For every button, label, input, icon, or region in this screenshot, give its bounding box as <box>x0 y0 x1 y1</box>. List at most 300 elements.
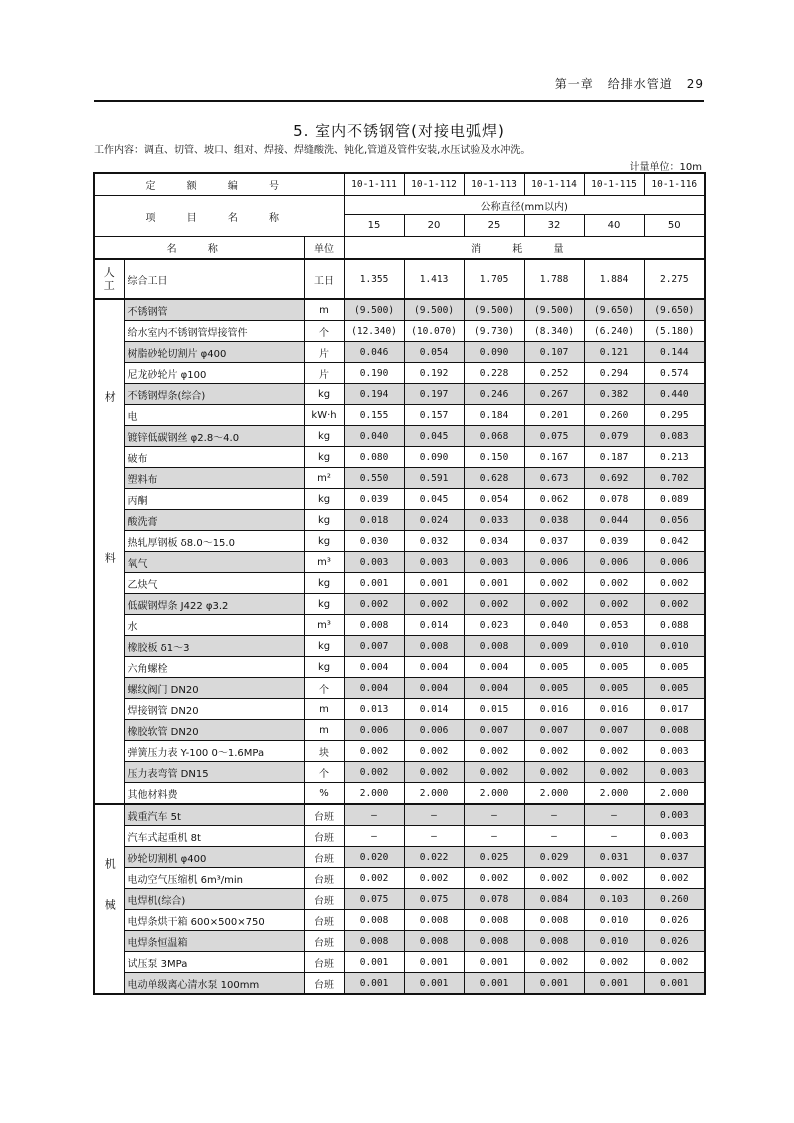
measurement-unit: 计量单位：10m <box>629 162 702 173</box>
table-row <box>94 889 705 910</box>
row-value: 0.083 <box>644 426 705 447</box>
row-name: 汽车式起重机 8t <box>124 826 304 847</box>
row-value: 0.088 <box>644 615 705 636</box>
row-name: 电焊条恒温箱 <box>124 931 304 952</box>
row-value: (12.340) <box>344 321 404 342</box>
quota-code: 10-1-115 <box>584 173 644 196</box>
row-unit: 工日 <box>304 259 344 299</box>
row-value: 0.006 <box>404 720 464 741</box>
row-value: 0.001 <box>344 973 404 995</box>
row-value: 1.788 <box>524 259 584 299</box>
row-value: 0.089 <box>644 489 705 510</box>
row-value: 0.155 <box>344 405 404 426</box>
category-materials: 材料 <box>94 299 124 804</box>
row-name: 其他材料费 <box>124 783 304 805</box>
row-unit: 块 <box>304 741 344 762</box>
row-value: 0.037 <box>644 847 705 868</box>
row-name: 载重汽车 5t <box>124 804 304 826</box>
row-value: 0.003 <box>644 741 705 762</box>
row-value: 0.001 <box>464 573 524 594</box>
row-name: 低碳钢焊条 J422 φ3.2 <box>124 594 304 615</box>
row-unit: 台班 <box>304 973 344 995</box>
row-value: (9.500) <box>404 299 464 321</box>
row-value: 0.197 <box>404 384 464 405</box>
diameter-value: 25 <box>464 215 524 237</box>
row-value: 0.008 <box>404 931 464 952</box>
table-row <box>94 931 705 952</box>
row-value: 0.045 <box>404 426 464 447</box>
row-value: 0.002 <box>524 741 584 762</box>
diameter-value: 20 <box>404 215 464 237</box>
quota-code: 10-1-111 <box>344 173 404 196</box>
running-header <box>94 70 704 102</box>
row-value: 2.000 <box>464 783 524 805</box>
row-value: 2.000 <box>644 783 705 805</box>
row-value: — <box>584 826 644 847</box>
row-value: 0.046 <box>344 342 404 363</box>
table-row <box>94 426 705 447</box>
row-value: 0.004 <box>404 657 464 678</box>
row-value: 0.001 <box>644 973 705 995</box>
row-value: 0.020 <box>344 847 404 868</box>
row-unit: kW·h <box>304 405 344 426</box>
row-value: 0.002 <box>524 952 584 973</box>
row-value: 0.006 <box>584 552 644 573</box>
row-value: — <box>524 826 584 847</box>
table-row <box>94 826 705 847</box>
row-value: 0.003 <box>644 762 705 783</box>
row-value: 0.002 <box>644 952 705 973</box>
row-unit: m² <box>304 468 344 489</box>
row-value: 0.034 <box>464 531 524 552</box>
row-value: 1.884 <box>584 259 644 299</box>
row-unit: m³ <box>304 552 344 573</box>
row-name: 焊接钢管 DN20 <box>124 699 304 720</box>
quota-code: 10-1-114 <box>524 173 584 196</box>
row-value: 0.078 <box>584 489 644 510</box>
diameter-value: 32 <box>524 215 584 237</box>
row-value: 0.038 <box>524 510 584 531</box>
row-value: 0.002 <box>344 741 404 762</box>
row-name: 镀锌低碳钢丝 φ2.8～4.0 <box>124 426 304 447</box>
row-value: 2.000 <box>584 783 644 805</box>
row-value: 0.001 <box>344 952 404 973</box>
table-row <box>94 783 705 805</box>
table-row <box>94 804 705 826</box>
row-value: 2.275 <box>644 259 705 299</box>
row-value: 0.003 <box>644 804 705 826</box>
row-value: 0.002 <box>524 762 584 783</box>
row-value: 0.550 <box>344 468 404 489</box>
row-unit: 台班 <box>304 889 344 910</box>
row-value: 0.103 <box>584 889 644 910</box>
row-value: 0.002 <box>344 594 404 615</box>
quota-table-body <box>94 173 705 994</box>
row-value: 0.007 <box>584 720 644 741</box>
row-unit: m³ <box>304 615 344 636</box>
row-value: 0.692 <box>584 468 644 489</box>
unit-header: 单位 <box>304 237 344 260</box>
row-value: 0.628 <box>464 468 524 489</box>
row-value: (9.500) <box>524 299 584 321</box>
row-value: 0.008 <box>644 720 705 741</box>
row-value: 0.002 <box>584 762 644 783</box>
row-value: 0.039 <box>344 489 404 510</box>
row-value: 0.294 <box>584 363 644 384</box>
row-value: 2.000 <box>524 783 584 805</box>
table-row <box>94 720 705 741</box>
row-value: 0.003 <box>344 552 404 573</box>
row-name: 乙炔气 <box>124 573 304 594</box>
table-row <box>94 552 705 573</box>
page-number: 29 <box>686 77 704 91</box>
row-unit: kg <box>304 489 344 510</box>
table-row <box>94 847 705 868</box>
row-value: (9.730) <box>464 321 524 342</box>
row-value: 0.008 <box>524 910 584 931</box>
row-unit: m <box>304 299 344 321</box>
row-value: (6.240) <box>584 321 644 342</box>
row-value: 0.079 <box>584 426 644 447</box>
chapter-label: 第一章 <box>554 77 594 91</box>
row-value: — <box>464 826 524 847</box>
category-machinery: 机械 <box>94 804 124 994</box>
row-value: 0.002 <box>404 741 464 762</box>
row-value: 0.040 <box>344 426 404 447</box>
row-unit: 个 <box>304 678 344 699</box>
row-value: 0.026 <box>644 910 705 931</box>
row-value: 0.013 <box>344 699 404 720</box>
row-value: (9.650) <box>644 299 705 321</box>
row-value: 0.002 <box>404 868 464 889</box>
row-unit: 个 <box>304 762 344 783</box>
table-row <box>94 510 705 531</box>
table-row <box>94 321 705 342</box>
row-name: 试压泵 3MPa <box>124 952 304 973</box>
row-unit: kg <box>304 657 344 678</box>
row-name: 弹簧压力表 Y-100 0～1.6MPa <box>124 741 304 762</box>
row-value: 1.413 <box>404 259 464 299</box>
row-value: 0.002 <box>464 868 524 889</box>
table-row <box>94 973 705 995</box>
row-value: 0.213 <box>644 447 705 468</box>
row-name: 树脂砂轮切割片 φ400 <box>124 342 304 363</box>
row-value: 0.010 <box>644 636 705 657</box>
row-value: 0.062 <box>524 489 584 510</box>
row-value: 0.015 <box>464 699 524 720</box>
row-unit: 台班 <box>304 910 344 931</box>
row-value: 0.025 <box>464 847 524 868</box>
table-row <box>94 615 705 636</box>
row-value: 0.144 <box>644 342 705 363</box>
table-row <box>94 363 705 384</box>
row-value: 0.002 <box>524 594 584 615</box>
column-header-row <box>94 237 705 260</box>
row-value: 0.045 <box>404 489 464 510</box>
row-value: 0.008 <box>524 931 584 952</box>
row-value: 0.260 <box>644 889 705 910</box>
row-value: 0.260 <box>584 405 644 426</box>
row-value: 0.201 <box>524 405 584 426</box>
row-name: 丙酮 <box>124 489 304 510</box>
row-value: 0.024 <box>404 510 464 531</box>
row-value: 0.004 <box>344 657 404 678</box>
item-name-label: 项 目 名 称 <box>94 196 344 237</box>
row-value: — <box>404 826 464 847</box>
row-value: 0.004 <box>404 678 464 699</box>
row-value: 0.068 <box>464 426 524 447</box>
row-value: 0.016 <box>584 699 644 720</box>
row-value: 0.010 <box>584 636 644 657</box>
row-unit: kg <box>304 426 344 447</box>
row-value: 0.002 <box>524 868 584 889</box>
row-value: 0.007 <box>524 720 584 741</box>
row-name: 电焊条烘干箱 600×500×750 <box>124 910 304 931</box>
row-value: 0.001 <box>404 973 464 995</box>
row-value: (5.180) <box>644 321 705 342</box>
table-row <box>94 573 705 594</box>
row-unit: 台班 <box>304 826 344 847</box>
quota-code-row <box>94 173 705 196</box>
table-row <box>94 447 705 468</box>
table-row <box>94 299 705 321</box>
row-value: 0.003 <box>404 552 464 573</box>
row-value: 0.054 <box>404 342 464 363</box>
table-row <box>94 489 705 510</box>
row-value: 0.008 <box>404 910 464 931</box>
row-value: (10.070) <box>404 321 464 342</box>
row-value: — <box>584 804 644 826</box>
table-row <box>94 405 705 426</box>
nominal-diameter-label: 公称直径(mm以内) <box>344 196 705 215</box>
row-value: 0.005 <box>644 678 705 699</box>
row-value: 1.355 <box>344 259 404 299</box>
row-value: 1.705 <box>464 259 524 299</box>
table-row <box>94 868 705 889</box>
row-name: 砂轮切割机 φ400 <box>124 847 304 868</box>
row-value: 0.005 <box>584 657 644 678</box>
row-value: 0.010 <box>584 910 644 931</box>
row-unit: kg <box>304 510 344 531</box>
table-row <box>94 636 705 657</box>
row-value: — <box>464 804 524 826</box>
row-value: 0.001 <box>404 952 464 973</box>
table-row <box>94 678 705 699</box>
row-value: 0.084 <box>524 889 584 910</box>
row-name: 破布 <box>124 447 304 468</box>
row-value: 0.008 <box>344 910 404 931</box>
row-value: 0.246 <box>464 384 524 405</box>
row-value: 0.006 <box>644 552 705 573</box>
row-value: 0.001 <box>584 973 644 995</box>
table-row <box>94 910 705 931</box>
row-value: 0.023 <box>464 615 524 636</box>
row-name: 电 <box>124 405 304 426</box>
row-value: 0.017 <box>644 699 705 720</box>
table-row <box>94 468 705 489</box>
row-name: 热轧厚钢板 δ8.0～15.0 <box>124 531 304 552</box>
row-value: 0.008 <box>344 931 404 952</box>
table-row <box>94 531 705 552</box>
row-value: — <box>344 826 404 847</box>
row-value: 0.003 <box>644 826 705 847</box>
quota-code: 10-1-112 <box>404 173 464 196</box>
row-value: 0.053 <box>584 615 644 636</box>
table-row <box>94 741 705 762</box>
row-value: 0.022 <box>404 847 464 868</box>
row-value: 0.002 <box>644 594 705 615</box>
row-value: 0.002 <box>644 868 705 889</box>
row-name: 不锈钢焊条(综合) <box>124 384 304 405</box>
row-value: 0.002 <box>584 594 644 615</box>
category-labor: 人工 <box>94 259 124 299</box>
row-value: 0.002 <box>404 762 464 783</box>
name-header: 名 称 <box>94 237 304 260</box>
row-value: 0.075 <box>404 889 464 910</box>
table-row <box>94 594 705 615</box>
row-value: 0.001 <box>344 573 404 594</box>
row-unit: 片 <box>304 363 344 384</box>
row-value: 0.003 <box>464 552 524 573</box>
row-value: 0.005 <box>584 678 644 699</box>
row-name: 不锈钢管 <box>124 299 304 321</box>
row-unit: kg <box>304 573 344 594</box>
row-value: 0.121 <box>584 342 644 363</box>
row-value: 0.001 <box>404 573 464 594</box>
row-name: 电动单级离心清水泵 100mm <box>124 973 304 995</box>
row-value: 0.295 <box>644 405 705 426</box>
row-unit: 台班 <box>304 931 344 952</box>
row-value: 0.030 <box>344 531 404 552</box>
row-value: 0.007 <box>344 636 404 657</box>
table-row <box>94 342 705 363</box>
row-value: 0.252 <box>524 363 584 384</box>
row-unit: kg <box>304 594 344 615</box>
row-unit: 台班 <box>304 952 344 973</box>
quota-code-label: 定 额 编 号 <box>94 173 344 196</box>
row-value: 0.002 <box>464 594 524 615</box>
row-value: 0.090 <box>404 447 464 468</box>
row-name: 尼龙砂轮片 φ100 <box>124 363 304 384</box>
row-value: 0.008 <box>464 931 524 952</box>
row-unit: kg <box>304 636 344 657</box>
row-value: (8.340) <box>524 321 584 342</box>
row-value: 0.002 <box>464 741 524 762</box>
row-name: 电焊机(综合) <box>124 889 304 910</box>
row-name: 酸洗膏 <box>124 510 304 531</box>
row-value: 0.008 <box>344 615 404 636</box>
row-unit: m <box>304 699 344 720</box>
row-value: 0.004 <box>344 678 404 699</box>
row-value: 0.006 <box>344 720 404 741</box>
consumption-header: 消 耗 量 <box>344 237 705 260</box>
row-value: 0.004 <box>464 657 524 678</box>
quota-table <box>93 172 706 995</box>
row-value: 0.267 <box>524 384 584 405</box>
row-unit: 片 <box>304 342 344 363</box>
row-value: 0.005 <box>524 657 584 678</box>
row-value: 0.157 <box>404 405 464 426</box>
row-value: 0.037 <box>524 531 584 552</box>
table-row <box>94 762 705 783</box>
section-title: 5. 室内不锈钢管(对接电弧焊) <box>293 122 505 140</box>
row-value: 0.007 <box>464 720 524 741</box>
table-row <box>94 259 705 299</box>
row-unit: kg <box>304 531 344 552</box>
row-value: (9.500) <box>344 299 404 321</box>
row-value: 0.031 <box>584 847 644 868</box>
row-value: 0.042 <box>644 531 705 552</box>
row-value: 0.440 <box>644 384 705 405</box>
row-value: 0.001 <box>464 952 524 973</box>
row-value: 0.078 <box>464 889 524 910</box>
row-name: 综合工日 <box>124 259 304 299</box>
quota-code: 10-1-116 <box>644 173 705 196</box>
row-value: 0.075 <box>344 889 404 910</box>
row-value: 0.006 <box>524 552 584 573</box>
row-value: — <box>344 804 404 826</box>
row-value: 0.002 <box>464 762 524 783</box>
row-value: 0.002 <box>344 762 404 783</box>
row-name: 给水室内不锈钢管焊接管件 <box>124 321 304 342</box>
row-value: 0.184 <box>464 405 524 426</box>
row-value: 0.039 <box>584 531 644 552</box>
row-value: 0.002 <box>344 868 404 889</box>
table-row <box>94 699 705 720</box>
row-name: 电动空气压缩机 6m³/min <box>124 868 304 889</box>
row-name: 塑料布 <box>124 468 304 489</box>
row-value: 0.008 <box>464 910 524 931</box>
work-content: 工作内容：调直、切管、坡口、组对、焊接、焊缝酸洗、钝化,管道及管件安装,水压试验及水冲洗。 <box>94 145 531 156</box>
row-unit: 台班 <box>304 868 344 889</box>
row-value: 0.009 <box>524 636 584 657</box>
row-value: 0.673 <box>524 468 584 489</box>
row-value: 0.033 <box>464 510 524 531</box>
row-value: 0.054 <box>464 489 524 510</box>
row-value: 0.192 <box>404 363 464 384</box>
row-name: 压力表弯管 DN15 <box>124 762 304 783</box>
row-value: 0.010 <box>584 931 644 952</box>
row-unit: 个 <box>304 321 344 342</box>
row-unit: kg <box>304 447 344 468</box>
row-unit: kg <box>304 384 344 405</box>
row-value: 0.001 <box>524 973 584 995</box>
row-value: 0.075 <box>524 426 584 447</box>
row-value: 0.187 <box>584 447 644 468</box>
row-value: 0.167 <box>524 447 584 468</box>
row-value: 0.040 <box>524 615 584 636</box>
row-value: — <box>524 804 584 826</box>
diameter-value: 50 <box>644 215 705 237</box>
row-unit: m <box>304 720 344 741</box>
row-value: (9.500) <box>464 299 524 321</box>
row-value: 0.018 <box>344 510 404 531</box>
row-value: 0.008 <box>404 636 464 657</box>
row-value: 0.026 <box>644 931 705 952</box>
row-value: 0.044 <box>584 510 644 531</box>
row-value: 0.591 <box>404 468 464 489</box>
table-row <box>94 657 705 678</box>
row-value: 0.008 <box>464 636 524 657</box>
row-value: 0.107 <box>524 342 584 363</box>
row-unit: % <box>304 783 344 805</box>
diameter-value: 15 <box>344 215 404 237</box>
row-value: 0.150 <box>464 447 524 468</box>
row-name: 水 <box>124 615 304 636</box>
row-value: 2.000 <box>344 783 404 805</box>
row-unit: 台班 <box>304 847 344 868</box>
row-value: 0.001 <box>464 973 524 995</box>
